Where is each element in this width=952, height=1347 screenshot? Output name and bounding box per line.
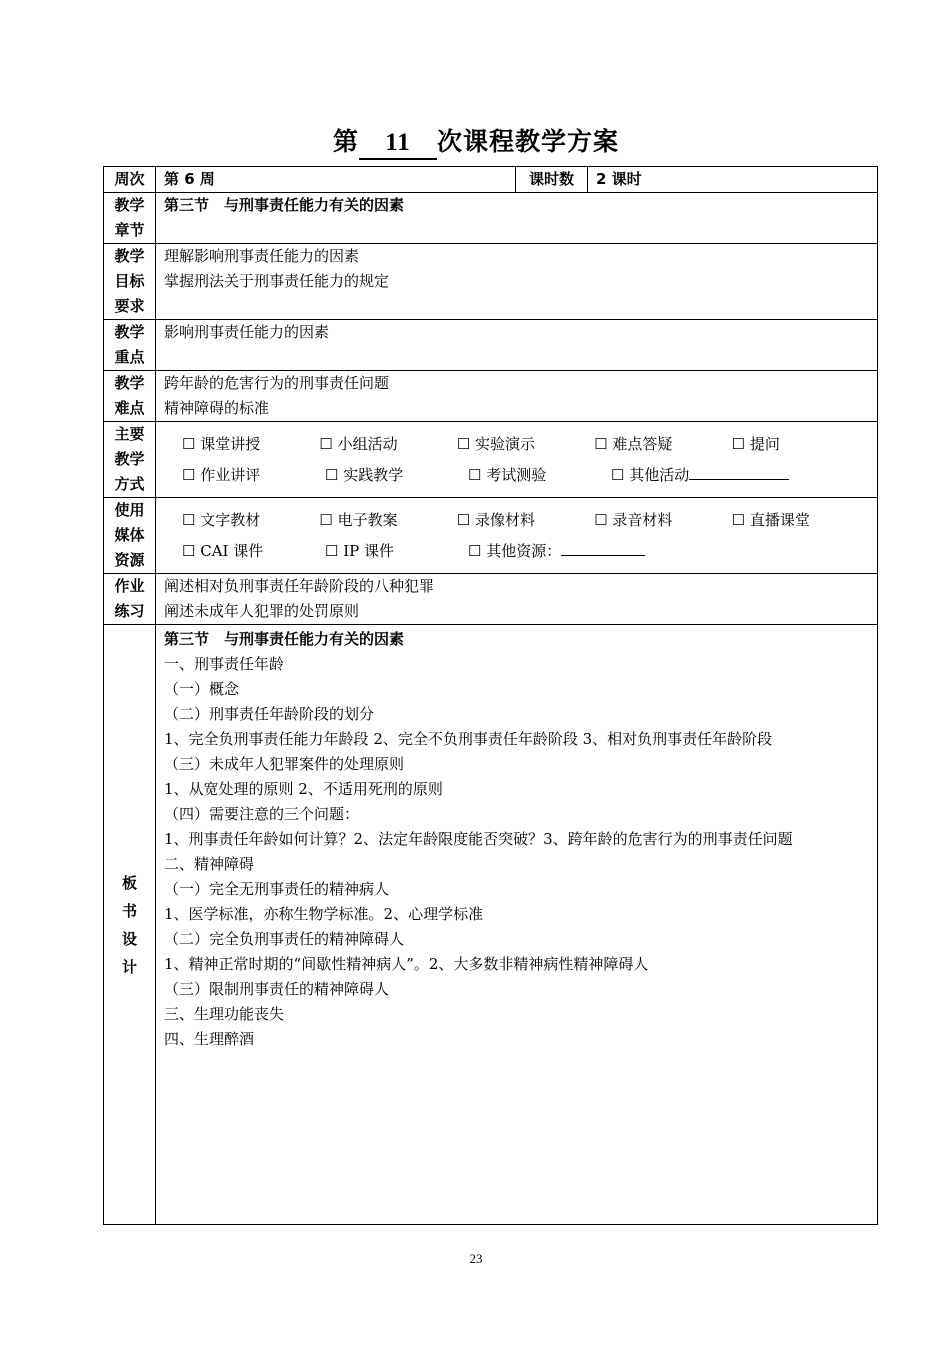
board-line: （二）完全负刑事责任的精神障碍人 [164,930,405,948]
board-line: 1、精神正常时期的“间歇性精神病人”。2、大多数非精神病性精神障碍人 [164,955,649,973]
key-points-label: 教学 重点 [104,320,156,371]
media-option[interactable]: ☐ 文字教材 [182,510,261,529]
method-option[interactable]: ☐ 课堂讲授 [182,434,261,453]
method-option-other[interactable] [611,460,789,491]
method-option[interactable]: ☐ 提问 [731,434,780,453]
board-line: 四、生理醉酒 [164,1030,255,1048]
board-line: 1、医学标准，亦称生物学标准。2、心理学标准 [164,905,484,923]
difficulty-line: 跨年龄的危害行为的刑事责任问题 [164,374,390,392]
key-points-content [156,320,878,371]
key-point-line: 影响刑事责任能力的因素 [164,323,330,341]
homework-line: 阐述相对负刑事责任年龄阶段的八种犯罪 [164,577,435,595]
other-activity-blank [689,463,789,480]
homework-label: 作业 练习 [104,574,156,625]
objectives-label: 教学 目标 要求 [104,244,156,320]
methods-row [164,460,869,491]
method-option[interactable]: ☐ 小组活动 [319,434,398,453]
board-line: （一）完全无刑事责任的精神病人 [164,880,390,898]
title-suffix: 次课程教学方案 [437,127,620,156]
board-line: （三）限制刑事责任的精神障碍人 [164,980,390,998]
page-number: 23 [469,1251,483,1266]
objectives-content [156,244,878,320]
board-label: 板 书 设 计 [104,625,156,1225]
board-lines [164,652,869,1052]
other-resource-blank [561,539,645,556]
media-option[interactable]: ☐ 录音材料 [594,510,673,529]
board-line: 1、刑事责任年龄如何计算？2、法定年龄限度能否突破？3、跨年龄的危害行为的刑事责任问题 [164,830,793,848]
page-title [0,122,952,160]
method-option[interactable]: ☐ 作业讲评 [182,465,261,484]
board-content [156,625,878,1225]
method-option[interactable]: ☐ 考试测验 [468,465,547,484]
homework-line: 阐述未成年人犯罪的处罚原则 [164,602,360,620]
media-option[interactable]: ☐ CAI 课件 [182,541,264,560]
homework-content [156,574,878,625]
media-option[interactable]: ☐ IP 课件 [325,541,395,560]
board-line: 三、生理功能丧失 [164,1005,285,1023]
difficulties-content [156,371,878,422]
media-option[interactable]: ☐ 电子教案 [319,510,398,529]
methods-label: 主要 教学 方式 [104,422,156,498]
methods-row [164,429,869,460]
chapter-value: 第三节 与刑事责任能力有关的因素 [156,193,878,244]
difficulties-label: 教学 难点 [104,371,156,422]
board-line: （三）未成年人犯罪案件的处理原则 [164,755,405,773]
media-option[interactable]: ☐ 录像材料 [456,510,536,529]
objective-line: 理解影响刑事责任能力的因素 [164,247,360,265]
hours-label: 课时数 [516,167,588,193]
media-content [156,498,878,574]
method-option[interactable]: ☐ 难点答疑 [594,434,673,453]
board-line: 1、从宽处理的原则 2、不适用死刑的原则 [164,780,443,798]
method-option-other-label: ☐ 其他活动 [611,465,690,484]
week-label: 周次 [104,167,156,193]
chapter-label: 教学 章节 [104,193,156,244]
board-line: （四）需要注意的三个问题： [164,805,360,823]
title-prefix: 第 [332,127,359,156]
methods-content [156,422,878,498]
media-row [164,505,869,536]
method-option[interactable]: ☐ 实践教学 [325,465,404,484]
method-option[interactable]: ☐ 实验演示 [456,434,536,453]
board-line: （二）刑事责任年龄阶段的划分 [164,705,375,723]
media-option-other[interactable] [468,536,645,567]
week-value: 第 6 周 [156,167,516,193]
hours-value: 2 课时 [588,167,878,193]
board-line: （一）概念 [164,680,240,698]
board-line: 一、刑事责任年龄 [164,655,285,673]
media-label: 使用 媒体 资源 [104,498,156,574]
board-line: 1、完全负刑事责任能力年龄段 2、完全不负刑事责任年龄阶段 3、相对负刑事责任年龄阶段 [164,730,773,748]
difficulty-line: 精神障碍的标准 [164,399,270,417]
objective-line: 掌握刑法关于刑事责任能力的规定 [164,272,390,290]
media-row [164,536,869,567]
board-line: 二、精神障碍 [164,855,255,873]
board-heading: 第三节 与刑事责任能力有关的因素 [164,630,405,648]
session-number: 11 [359,128,437,160]
lesson-plan-table [103,166,878,1225]
media-option[interactable]: ☐ 直播课堂 [731,510,810,529]
media-option-other-label: ☐ 其他资源： [468,541,562,560]
